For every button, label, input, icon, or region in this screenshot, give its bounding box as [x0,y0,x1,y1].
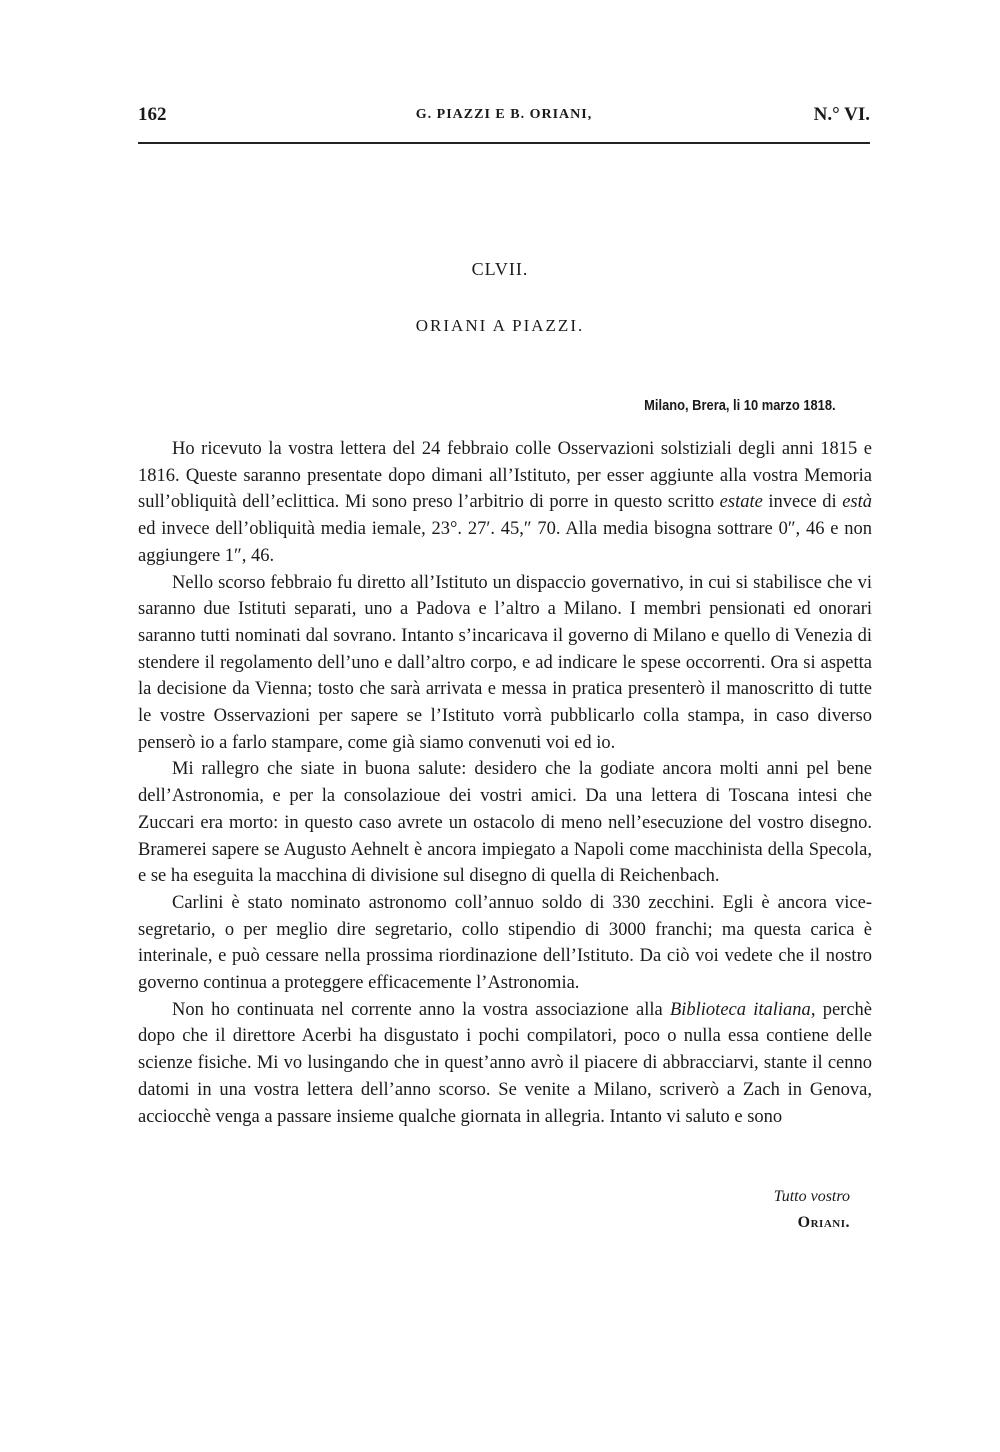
dateline: Milano, Brera, li 10 marzo 1818. [644,397,836,414]
volume-number: N.° VI. [813,104,870,125]
letter-body [138,436,872,1130]
paragraph: Non ho continuata nel corrente anno la vostra associazione alla Biblioteca italiana, perchè dopo che il direttore Acerbi ha disgustato i pochi compilatori, poco o nulla essa contiene delle scienze fisiche. Mi vo lusingando che in quest’anno avrò il piacere di abbracciarvi, stante il cenno datomi in una vostra lettera dell’anno scorso. Se venite a Milano, scriverò a Zach in Genova, acciocchè venga a passare insieme qualche giornata in allegria. Intanto vi saluto e sono [138,999,872,1127]
letter-heading: ORIANI A PIAZZI. [415,316,585,335]
header-rule [138,142,870,144]
closing-formula: Tutto vostro [773,1188,850,1205]
running-title: G. PIAZZI E B. ORIANI, [415,107,593,122]
running-head [138,104,870,132]
closing [774,1184,850,1236]
page-number: 162 [138,104,167,125]
paragraph: Ho ricevuto la vostra lettera del 24 febbraio colle Osservazioni solstiziali degli anni 1815 e 1816. Queste saranno presentate dopo dimani all’Istituto, per esser aggiunte alla vostra Memoria sull’obliquità dell’eclittica. Mi sono preso l’arbitrio di porre in questo scritto estate invece di està ed invece dell’obliquità media iemale, 23°. 27′. 45,″ 70. Alla media bisogna sottrare 0″, 46 e non aggiungere 1″, 46. [138,439,872,566]
paragraph: Carlini è stato nominato astronomo coll’annuo soldo di 330 zecchini. Egli è ancora vice-segretario, o per meglio dire segretario, collo stipendio di 3000 franchi; ma questa carica è interinale, e può cessare nella prossima riordinazione dell’Istituto. Da ciò voi vedete che il nostro governo continua a proteggere efficacemente l’Astronomia. [138,892,872,994]
letter-number: CLVII. [471,259,529,279]
signature: Oriani. [797,1214,850,1231]
paragraph: Nello scorso febbraio fu diretto all’Istituto un dispaccio governativo, in cui si stabilisce che vi saranno due Istituti separati, uno a Padova e l’altro a Milano. I membri pensionati ed onorari saranno tutti nominati dal sovrano. Intanto s’incaricava il governo di Milano e quello di Venezia di stendere il regolamento dell’uno e dall’altro corpo, e ad indicare le spese occorrenti. Ora si aspetta la decisione da Vienna; tosto che sarà arrivata e messa in pratica presenterò il manoscritto di tutte le vostre Osservazioni per sapere se l’Istituto vorrà pubblicarlo colla stampa, in caso diverso penserò io a farlo stampare, come già siamo convenuti voi ed io. [138,572,872,753]
paragraph: Mi rallegro che siate in buona salute: desidero che la godiate ancora molti anni pel bene dell’Astronomia, e per la consolazioue dei vostri amici. Da una lettera di Toscana intesi che Zuccari era morto: in questo caso avrete un ostacolo di meno nell’esecuzione del vostro disegno. Bramerei sapere se Augusto Aehnelt è ancora impiegato a Napoli come macchinista della Specola, e se ha eseguita la macchina di divisione sul disegno di quella di Reichenbach. [138,759,872,887]
